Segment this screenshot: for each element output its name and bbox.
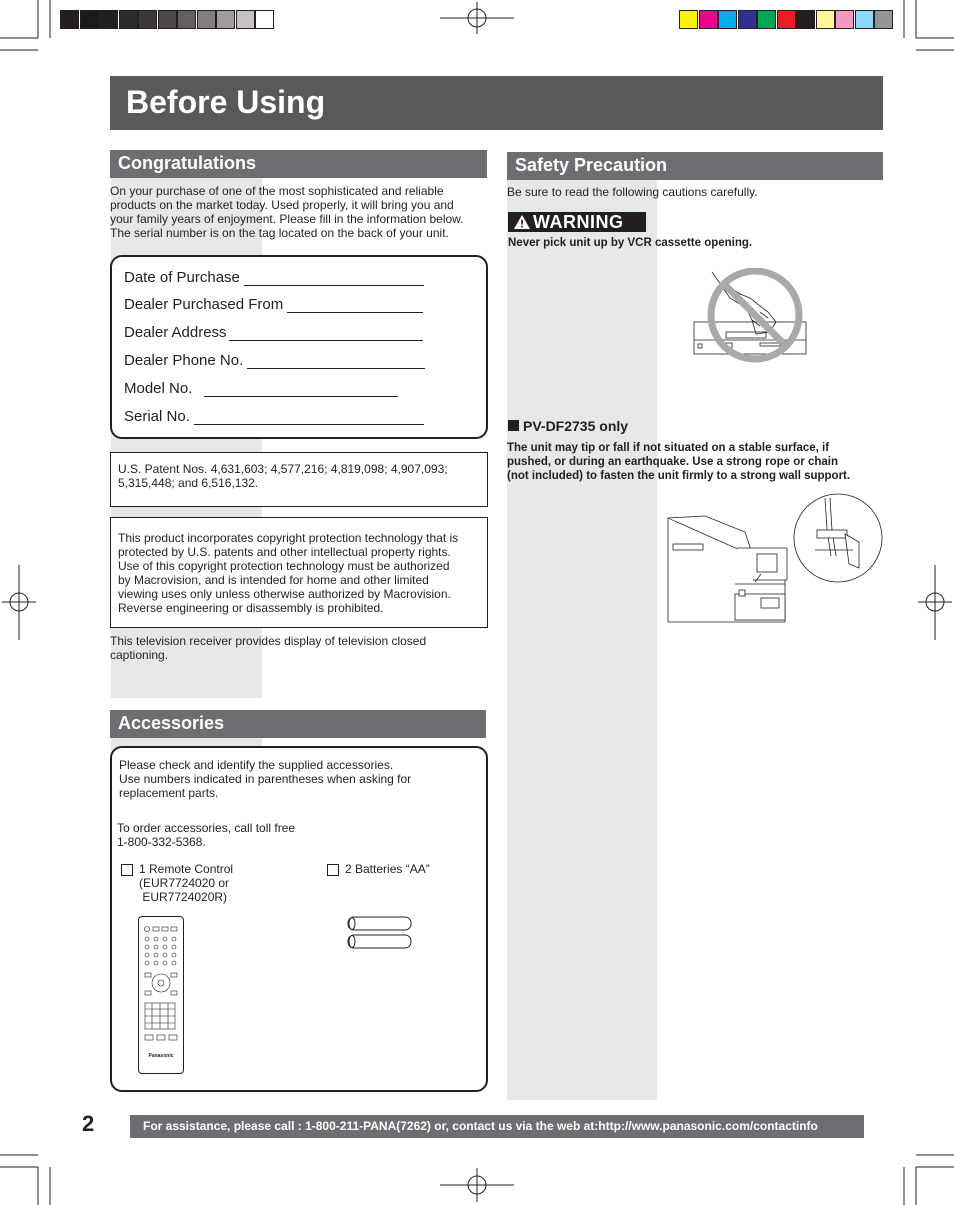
field-label: Model No.	[124, 380, 193, 397]
strap-illustration	[665, 490, 885, 625]
assistance-text: For assistance, please call : 1-800-211-PANA(7262) or, contact us via the web at:http://www.panasonic.com/contactinfo	[143, 1119, 818, 1133]
warning-label: WARNING	[533, 212, 624, 232]
macrovision-line: by Macrovision, and is intended for home and other limited	[118, 573, 429, 587]
macrovision-box	[110, 517, 488, 628]
field-label: Date of Purchase	[124, 269, 240, 286]
macrovision-line: viewing uses only unless otherwise authorized by Macrovision.	[118, 587, 451, 601]
serial-no-field[interactable]	[194, 410, 424, 425]
congratulations-heading: Congratulations	[118, 153, 256, 173]
intro-line: products on the market today. Used properly, it will bring you and	[110, 198, 454, 212]
intro-line: your family years of enjoyment. Please fill in the information below.	[110, 212, 464, 226]
remote-brand-label: Panasonic	[148, 1053, 174, 1059]
safety-intro: Be sure to read the following cautions carefully.	[507, 185, 758, 199]
warning-text: Never pick unit up by VCR cassette opening.	[508, 237, 753, 249]
caption-line: This television receiver provides display of television closed	[110, 634, 427, 648]
macrovision-line: Use of this copyright protection technology must be authorized	[118, 559, 450, 573]
dealer-address-row	[124, 324, 423, 341]
header-band	[110, 76, 883, 130]
field-label: Dealer Phone No.	[124, 352, 244, 369]
tip-over-line: pushed, or during an earthquake. Use a strong rope or chain	[507, 456, 839, 468]
patent-line: 5,315,448; and 6,516,132.	[118, 476, 259, 490]
dealer-phone-row	[124, 352, 425, 369]
dealer-purchased-from-field[interactable]	[287, 298, 423, 313]
congratulations-intro	[110, 184, 488, 240]
model-heading-text: PV-DF2735 only	[523, 418, 629, 434]
field-label: Dealer Address	[124, 324, 227, 341]
accessories-intro-line: replacement parts.	[119, 786, 219, 800]
batteries-label: 2 Batteries “AA”	[345, 862, 430, 876]
accessories-intro-line: Use numbers indicated in parentheses when asking for	[119, 772, 412, 786]
serial-no-row	[124, 408, 424, 425]
remote-line: (EUR7724020 or	[139, 876, 230, 890]
date-of-purchase-field[interactable]	[244, 271, 424, 286]
accessory-item-remote	[121, 862, 233, 904]
field-label: Serial No.	[124, 408, 190, 425]
date-of-purchase-row	[124, 269, 424, 286]
dealer-phone-field[interactable]	[247, 354, 425, 369]
accessory-item-batteries	[327, 862, 430, 876]
remote-control-illustration	[138, 916, 184, 1074]
dealer-purchased-from-row	[124, 296, 423, 313]
order-line: To order accessories, call toll free	[117, 821, 296, 835]
page-number: 2	[82, 1111, 95, 1136]
tip-over-warning	[507, 441, 850, 483]
accessories-heading: Accessories	[118, 713, 225, 733]
square-bullet-icon	[508, 420, 519, 431]
intro-line: On your purchase of one of the most sophisticated and reliable	[110, 184, 444, 198]
warning-triangle-icon	[513, 214, 531, 230]
patent-line: U.S. Patent Nos. 4,631,603; 4,577,216; 4,819,098; 4,907,093;	[118, 462, 448, 476]
accessories-intro-line: Please check and identify the supplied accessories.	[119, 758, 394, 772]
model-no-row	[124, 380, 398, 397]
macrovision-line: Reverse engineering or disassembly is prohibited.	[118, 601, 384, 615]
assistance-band	[130, 1115, 864, 1138]
remote-checkbox[interactable]	[121, 864, 133, 876]
tip-over-line: (not included) to fasten the unit firmly to a strong wall support.	[507, 470, 851, 482]
patent-box	[110, 452, 488, 507]
macrovision-line: protected by U.S. patents and other intellectual property rights.	[118, 545, 451, 559]
model-heading	[508, 418, 628, 434]
purchase-info-form	[110, 255, 488, 439]
closed-caption-text	[110, 634, 426, 662]
caption-line: captioning.	[110, 648, 169, 662]
macrovision-line: This product incorporates copyright protection technology that is	[118, 531, 459, 545]
accessories-box	[110, 746, 488, 1092]
congratulations-heading-band	[110, 150, 487, 178]
model-no-field[interactable]	[204, 382, 398, 397]
remote-line: 1 Remote Control	[139, 862, 234, 876]
warning-badge	[508, 212, 646, 232]
accessories-heading-band	[110, 710, 486, 738]
batteries-checkbox[interactable]	[327, 864, 339, 876]
field-label: Dealer Purchased From	[124, 296, 284, 313]
remote-line: EUR7724020R)	[139, 890, 228, 904]
dealer-address-field[interactable]	[229, 326, 423, 341]
page-title: Before Using	[126, 84, 326, 120]
sidebar-gray-right	[507, 180, 657, 1100]
intro-line: The serial number is on the tag located on the back of your unit.	[110, 226, 449, 240]
tip-over-line: The unit may tip or fall if not situated on a stable surface, if	[507, 442, 830, 454]
order-line: 1-800-332-5368.	[117, 835, 206, 849]
safety-heading: Safety Precaution	[515, 155, 668, 175]
no-lifting-illustration	[690, 268, 810, 368]
batteries-illustration	[344, 914, 414, 954]
safety-heading-band	[507, 152, 883, 180]
